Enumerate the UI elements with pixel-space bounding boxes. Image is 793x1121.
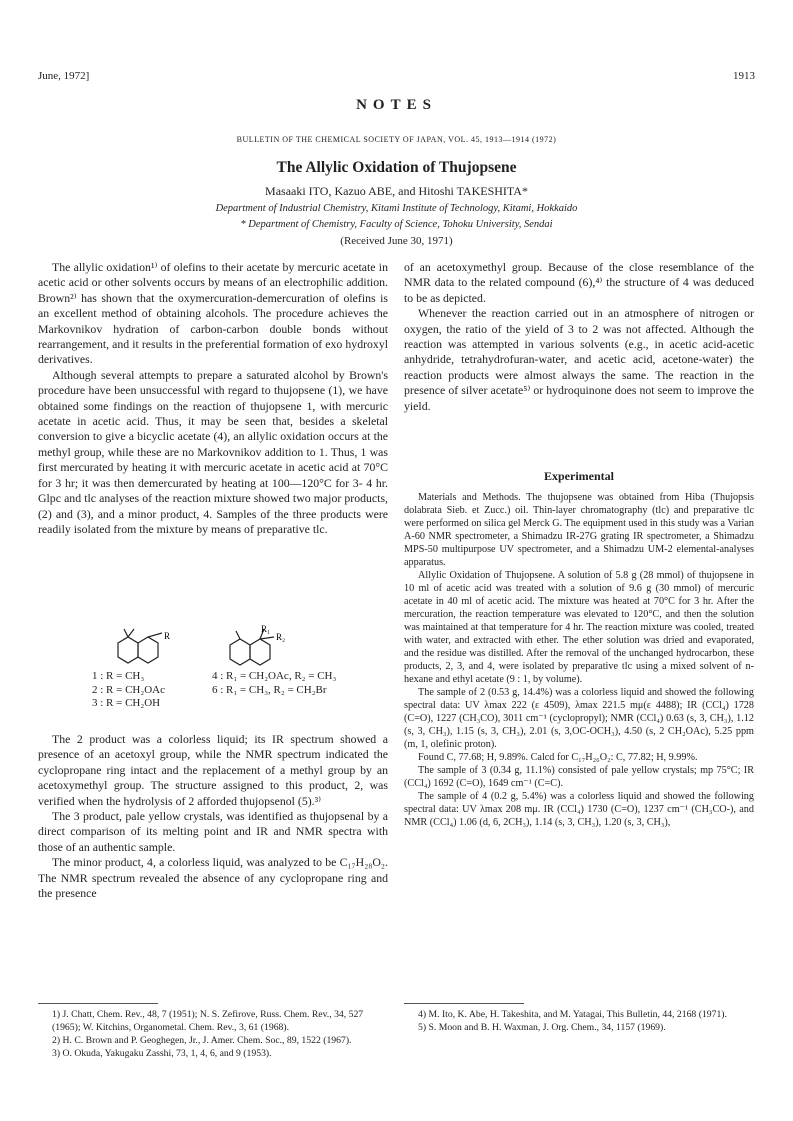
paragraph: The 3 product, pale yellow crystals, was identified as thujopsenal by a direct comparison of its melting point and IR and NMR spectra with those of an authentic sample. xyxy=(38,809,388,854)
paragraph-compound-3: The sample of 3 (0.34 g, 11.1%) consisted of pale yellow crystals; mp 75°C; IR (CCl₄) 1692 (C=O), 1649 cm⁻¹ (C=C). xyxy=(404,765,754,789)
received-date: (Received June 30, 1971) xyxy=(340,235,453,247)
paragraph: The allylic oxidation¹⁾ of olefins to their acetate by mercuric acetate in acetic acid or other solvents occurs by means of an electrophilic addition. Brown²⁾ has shown that the oxymercuration-demercuration of olefins is an excellent method of obtaining alcohols. The procedure achieves the Markovnikov hydration of carbon-carbon double bonds without rearrangement, and it results in the preferential formation of exo hydroxyl derivatives. xyxy=(38,260,388,367)
affiliation-2: * Department of Chemistry, Faculty of Science, Tohoku University, Sendai xyxy=(240,219,553,230)
article-title: The Allylic Oxidation of Thujopsene xyxy=(276,159,517,176)
structure-4-skeleton xyxy=(230,629,274,665)
footnote-rule-right xyxy=(404,1003,524,1004)
section-heading: NOTES xyxy=(356,97,437,113)
footnote: 1) J. Chatt, Chem. Rev., 48, 7 (1951); N. S. Zefirove, Russ. Chem. Rev., 34, 527 (1965); W. Kitchins, Organometal. Chem. Rev., 3, 61 (1968). xyxy=(52,1009,364,1033)
r1-label: R₁ xyxy=(261,625,271,634)
paragraph-procedure: Allylic Oxidation of Thujopsene. A solution of 5.8 g (28 mmol) of thujopsene in 10 ml of acetic acid was treated with a solution of 9.6 g (30 mmol) of mercuric acetate in 40 ml of acetic acid. The mixture was heated at 70°C for 3 hr. After the mercuration, the reaction temperature was elevated to 120°C, and then the solution was maintained at that temperature for 4 hr. The reaction mixture was cooled, treated with water, and extracted with ether. The ether solution was dried and evaporated, and the residue was distilled. After the removal of the unchanged hydrocarbon, these products, 2, 3, and 4, were isolated by preparative tlc using a mixed solvent of n-hexane and ethyl acetate (9 : 1, by volume). xyxy=(404,570,754,685)
journal-citation: BULLETIN OF THE CHEMICAL SOCIETY OF JAPAN, VOL. 45, 1913—1914 (1972) xyxy=(236,135,557,144)
left-column-results xyxy=(38,732,388,901)
r-label: R xyxy=(164,631,171,641)
footnote-rule-left xyxy=(38,1003,158,1004)
paragraph: of an acetoxymethyl group. Because of the close resemblance of the NMR data to the related compound (6),⁴⁾ the structure of 4 was deduced to be as depicted. xyxy=(404,260,754,305)
structure-1-skeleton xyxy=(118,629,162,663)
paragraph-compound-2: The sample of 2 (0.53 g, 14.4%) was a colorless liquid and showed the following spectral data: UV λmax 222 (ε 4509), λmax 221.5 mμ(ε 4488); IR (CCl₄) 1728 (C=O), 1227 (CH₃CO), 3011 cm⁻¹ (cyclopropyl); NMR (CCl₄) 0.63 (s, 3, CH₃), 1.12 (s, 3, CH₃), 1.15 (s, 3, CH₃), 2.01 (s, 3,OC-OCH₃), 4.50 (s, 2 CH₂OAc), 5.25 ppm (m, 1, olefinic proton). xyxy=(404,687,754,750)
footnotes-left xyxy=(38,1008,388,1060)
footnotes-right xyxy=(404,1008,754,1034)
chemical-structures xyxy=(108,625,308,675)
footnote: 5) S. Moon and B. H. Waxman, J. Org. Chem., 34, 1157 (1969). xyxy=(418,1022,666,1033)
footnote: 3) O. Okuda, Yakugaku Zasshi, 73, 1, 4, 6, and 9 (1953). xyxy=(52,1048,272,1059)
label-compound-2: 2 : R = CH₂OAc xyxy=(92,683,165,696)
label-compound-4: 4 : R₁ = CH₂OAc, R₂ = CH₃ xyxy=(212,670,337,682)
footnote: 4) M. Ito, K. Abe, H. Takeshita, and M. Yatagai, This Bulletin, 44, 2168 (1971). xyxy=(418,1009,727,1020)
label-compound-6: 6 : R₁ = CH₃, R₂ = CH₂Br xyxy=(212,683,327,696)
paragraph-compound-4: The sample of 4 (0.2 g, 5.4%) was a colorless liquid and showed the following spectral data: UV λmax 208 mμ. IR (CCl₄) 1730 (C=O), 1237 cm⁻¹ (CH₃CO-), and NMR (CCl₄) 1.06 (d, 6, 2CH₃), 1.14 (s, 3, CH₃), 1.20 (s, 3, CH₃), xyxy=(404,791,754,828)
affiliation-1: Department of Industrial Chemistry, Kitami Institute of Technology, Kitami, Hokkaido xyxy=(215,203,578,214)
footnote: 2) H. C. Brown and P. Geoghegen, Jr., J. Amer. Chem. Soc., 89, 1522 (1967). xyxy=(52,1035,352,1046)
paragraph: The 2 product was a colorless liquid; its IR spectrum showed a presence of an acetoxyl group, while the NMR spectrum indicated the cyclopropane ring intact and the replacement of a methyl group by an acetoxymethyl group. The structure assigned to this product, 2, was verified when the hydrolysis of 2 afforded thujopsenol (5).³⁾ xyxy=(38,732,388,808)
label-compound-1: 1 : R = CH₃ xyxy=(92,670,145,682)
r2-label: R₂ xyxy=(276,632,286,642)
experimental-section xyxy=(404,491,754,829)
right-column-discussion xyxy=(404,260,754,414)
authors: Masaaki ITO, Kazuo ABE, and Hitoshi TAKESHITA* xyxy=(265,184,528,198)
paragraph: Although several attempts to prepare a saturated alcohol by Brown's procedure have been unsuccessful with regard to thujopsene (1), we have obtained some findings on the reaction of thujopsene 1, with mercuric acetate in acetic acid. Thus, it may be seen that, besides a skeletal conversion to give a bicyclic acetate (4), an allylic oxidation occurs at the methyl group, while these are no Markovnikov addition to 1. Thus, 1 was first mercurated by heating it with mercuric acetate in acetic acid at 70°C for 3 hr; it was then demercurated by heating at 100—120°C for 3- 4 hr. Glpc and tlc analyses of the reaction mixture showed two major products, (2) and (3), and a minor product, 4. Samples of the three products were readily isolated from the mixture by means of preparative tlc. xyxy=(38,367,388,536)
structure-labels-right xyxy=(212,670,336,697)
left-column-intro xyxy=(38,260,388,537)
running-header-left: June, 1972] xyxy=(38,70,90,82)
paragraph: The minor product, 4, a colorless liquid, was analyzed to be C₁₇H₂₈O₂. The NMR spectrum revealed the absence of any cyclopropane ring and the presence xyxy=(38,855,388,901)
paragraph-materials: Materials and Methods. The thujopsene was obtained from Hiba (Thujopsis dolabrata Sieb. et Zucc.) oil. Thin-layer chromatography (tlc) and preparative tlc were performed on silica gel Merck G. The equipment used in this study was a Varian A-60 NMR spectrometer, a Shimadzu IR-27G grating IR spectrometer, a Shimadzu MPS-50 multipurpose UV spectrometer, and a Shimadzu UM-2 elemental-analyses apparatus. xyxy=(404,492,754,568)
paragraph: Whenever the reaction carried out in an atmosphere of nitrogen or oxygen, the ratio of the yield of 3 to 2 was not affected. Although the reaction was attempted in various solvents (e.g., in acetic acid-acetic anhydride, tetrahydrofuran-water, and acetic acid, acetone-water) the reaction products were almost always the same. The reaction in the presence of silver acetate⁵⁾ or hydroquinone does not seem to improve the yield. xyxy=(404,306,754,413)
structure-labels-left xyxy=(92,670,165,711)
page-number: 1913 xyxy=(733,70,755,82)
label-compound-3: 3 : R = CH₂OH xyxy=(92,697,161,709)
paragraph-analysis: Found C, 77.68; H, 9.89%. Calcd for C₁₇H₂₆O₂: C, 77.82; H, 9.99%. xyxy=(418,752,698,763)
experimental-heading: Experimental xyxy=(544,469,614,483)
